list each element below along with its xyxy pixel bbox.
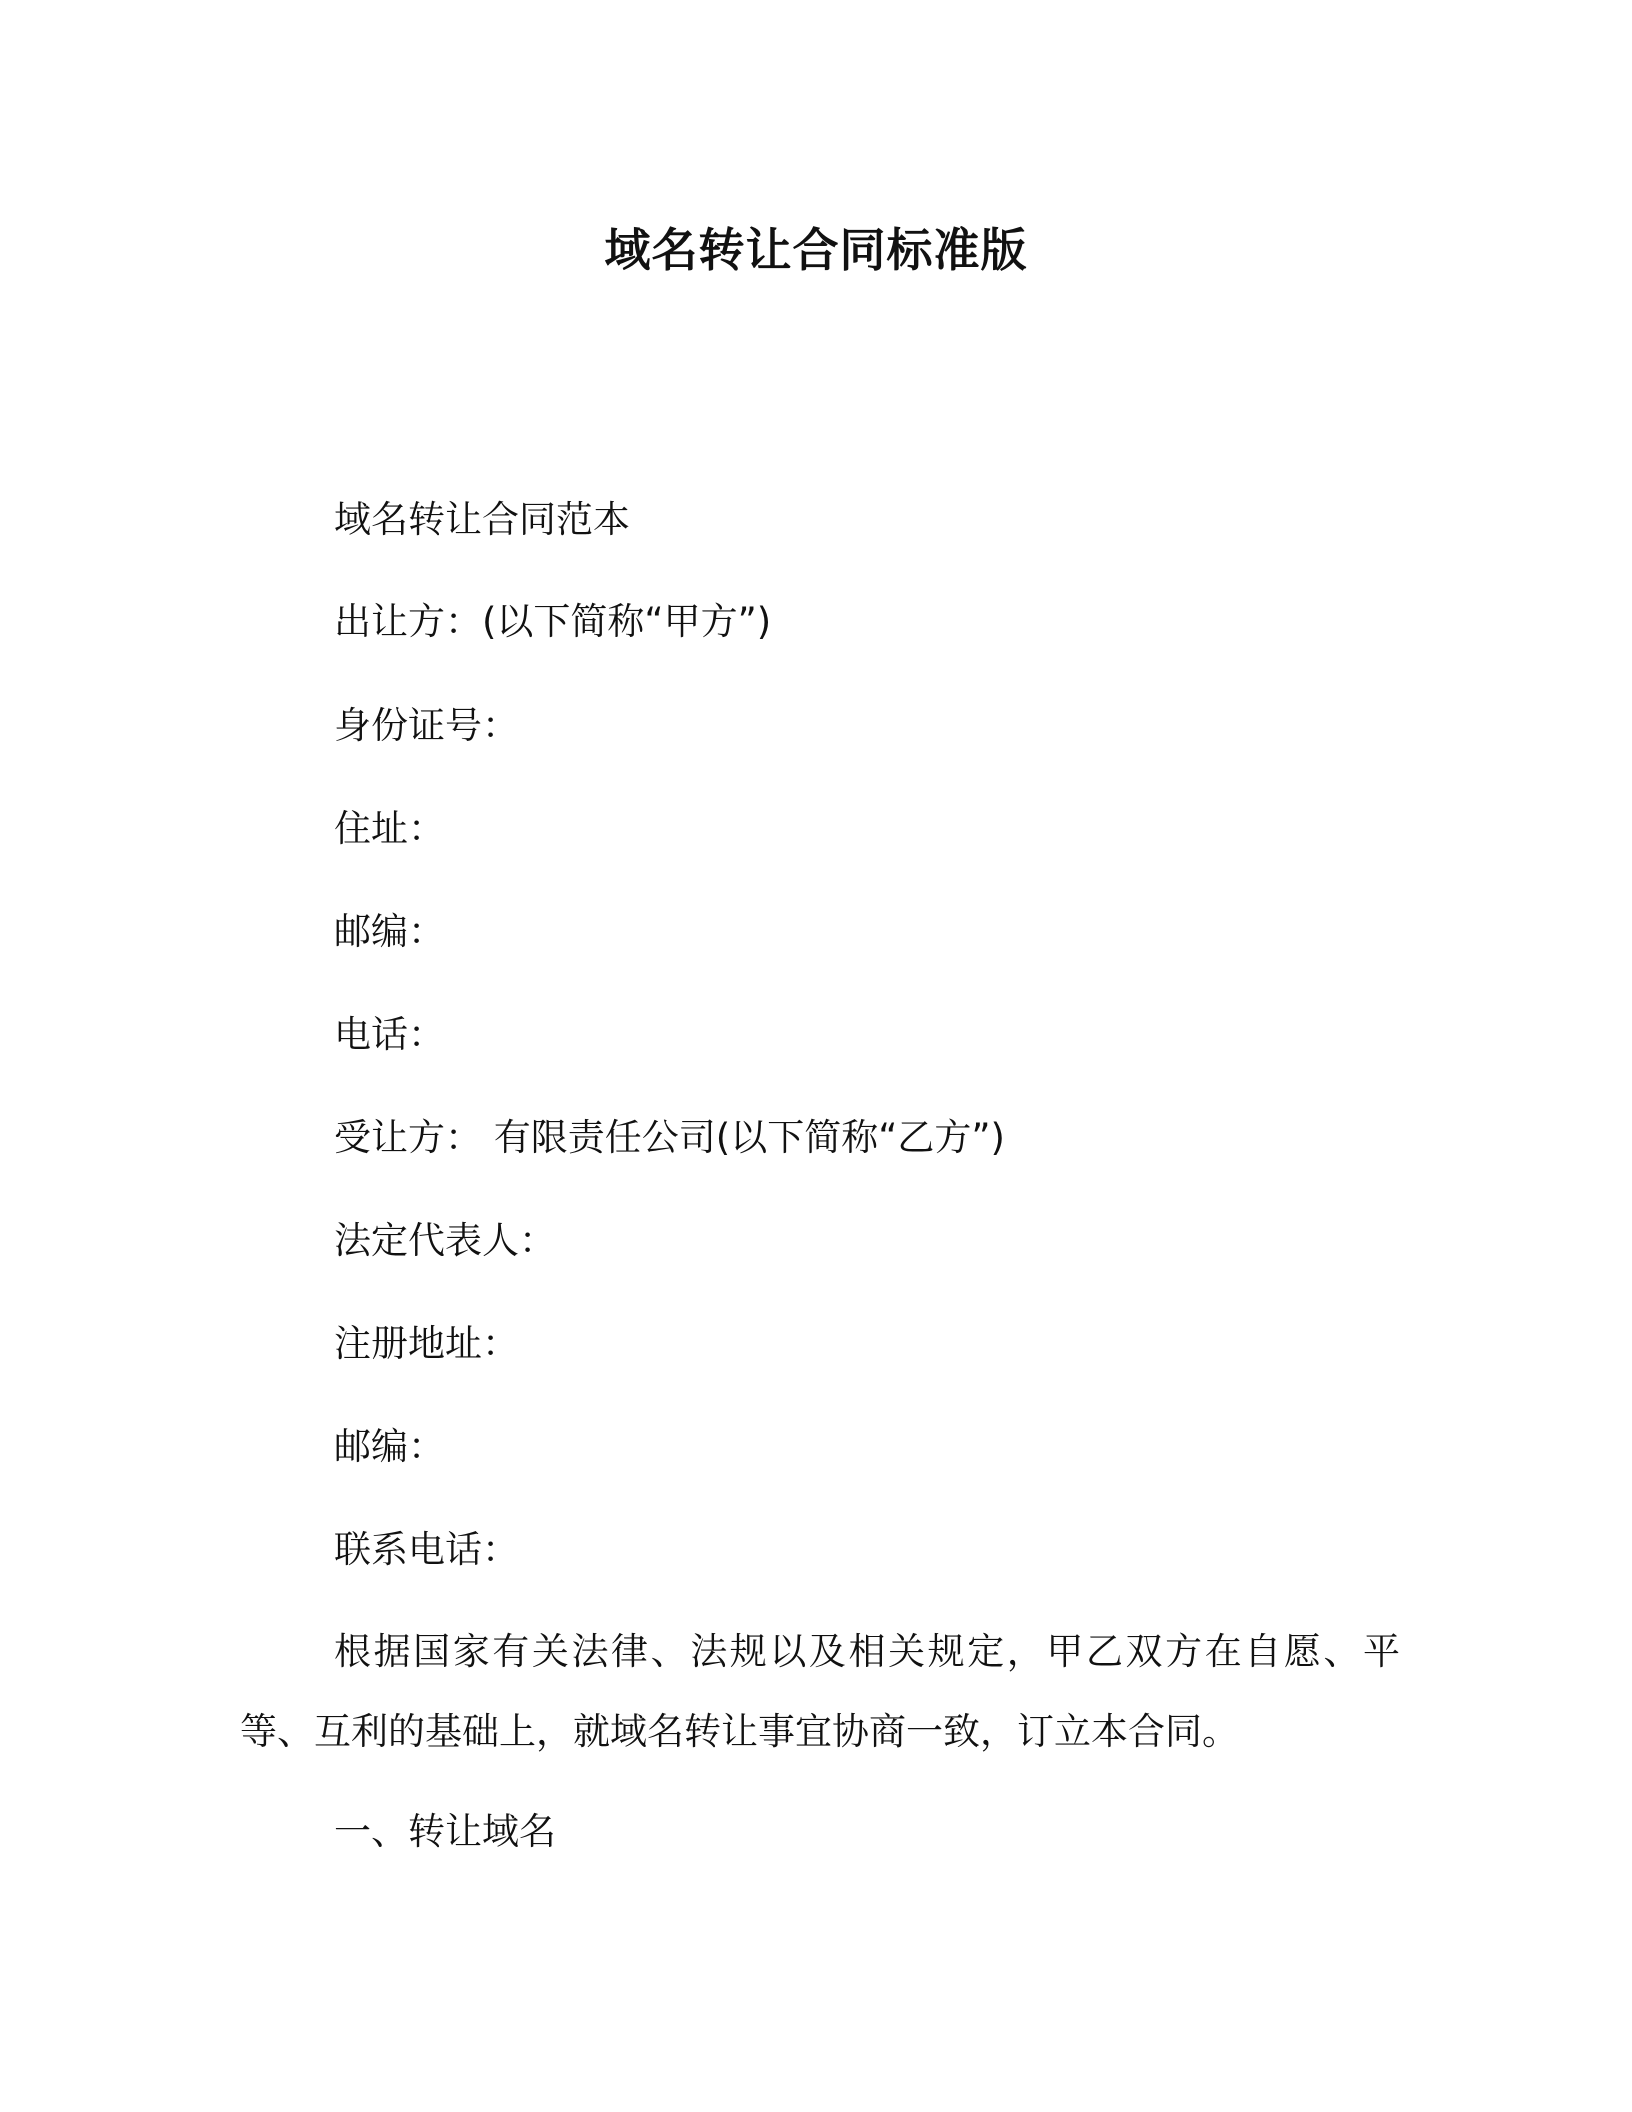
phone-line: 电话： bbox=[334, 1013, 445, 1056]
registered-address-line: 注册地址： bbox=[334, 1322, 519, 1365]
section-1-heading: 一、转让域名 bbox=[334, 1810, 556, 1853]
id-number-line: 身份证号： bbox=[334, 704, 519, 747]
transferee-line: 受让方： 有限责任公司(以下简称“乙方”) bbox=[334, 1116, 1005, 1159]
address-line: 住址： bbox=[334, 807, 445, 850]
transferor-line: 出让方：(以下简称“甲方”) bbox=[334, 600, 772, 643]
contract-sample-heading: 域名转让合同范本 bbox=[334, 498, 630, 541]
contact-phone-line: 联系电话： bbox=[334, 1528, 519, 1571]
postcode-line-a: 邮编： bbox=[334, 910, 445, 953]
preamble-paragraph: 根据国家有关法律、法规以及相关规定，甲乙双方在自愿、平等、互利的基础上，就域名转让事宜协商一致，订立本合同。 bbox=[240, 1630, 1400, 1753]
legal-representative-line: 法定代表人： bbox=[334, 1219, 556, 1262]
document-title: 域名转让合同标准版 bbox=[604, 223, 1028, 277]
postcode-line-b: 邮编： bbox=[334, 1425, 445, 1468]
